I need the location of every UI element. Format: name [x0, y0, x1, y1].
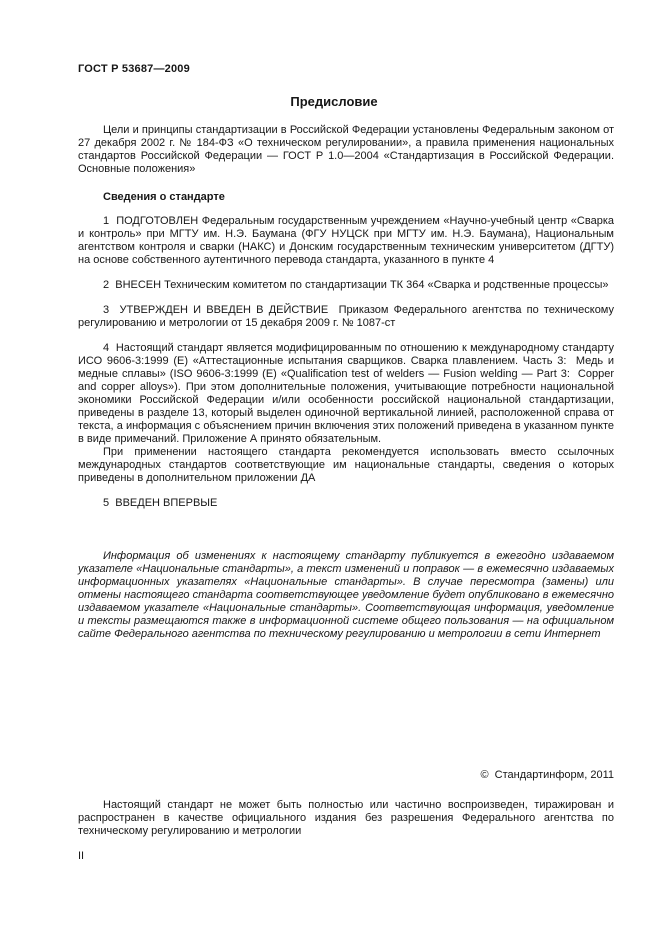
- section-heading: Сведения о стандарте: [103, 191, 225, 203]
- intro-paragraph: Цели и принципы стандартизации в Российской Федерации установлены Федеральным законом от 27 декабря 2002 г. № 184-ФЗ «О техническом регулировании», а правила применения национальных стандартов Российской Федерации — ГОСТ Р 1.0—2004 «Стандартизация в Российской Федерации. Основные положения»: [78, 124, 614, 175]
- copyright-line: © Стандартинформ, 2011: [480, 769, 614, 781]
- changes-info-note: Информация об изменениях к настоящему стандарту публикуется в ежегодно издаваемом указателе «Национальные стандарты», а текст изменений и поправок — в ежемесячно издаваемых информационных указателях «Национальные стандарты». В случае пересмотра (замены) или отмены настоящего стандарта соответствующее уведомление будет опубликовано в ежемесячно издаваемом указателе «Национальные стандарты». Соответствующая информация, уведомление и тексты размещаются также в информационной системе общего пользования — на официальном сайте Федерального агентства по техническому регулированию и метрологии в сети Интернет: [78, 550, 614, 640]
- page-number: II: [78, 850, 85, 862]
- standard-info-item-4: 4 Настоящий стандарт является модифицированным по отношению к международному стандарту ИСО 9606-3:1999 (Е) «Аттестационные испытания сварщиков. Сварка плавлением. Часть 3: Медь и медные сплавы» (ISO 9606-3:1999 (E) «Qualification test of welders — Fusion welding — Part 3: Copper and copper alloys»). При этом дополнительные положения, учитывающие потребности национальной экономики Российской Федерации и/или особенности российской национальной стандартизации, приведены в разделе 13, который выделен одиночной вертикальной линией, расположенной справа от текста, а информация с объяснением причин включения этих положений приведена в указанном пункте в виде примечаний. Приложение А принято обязательным.: [78, 342, 614, 445]
- standard-info-item-3: 3 УТВЕРЖДЕН И ВВЕДЕН В ДЕЙСТВИЕ Приказом Федерального агентства по техническому регулированию и метрологии от 15 декабря 2009 г. № 1087-ст: [78, 304, 614, 329]
- standard-info-item-4-continued: При применении настоящего стандарта рекомендуется использовать вместо ссылочных международных стандартов соответствующие им национальные стандарты, сведения о которых приведены в дополнительном приложении ДА: [78, 446, 614, 484]
- reproduction-note: Настоящий стандарт не может быть полностью или частично воспроизведен, тиражирован и распространен в качестве официального издания без разрешения Федерального агентства по техническому регулированию и метрологии: [78, 799, 614, 837]
- standard-info-item-2: 2 ВНЕСЕН Техническим комитетом по стандартизации ТК 364 «Сварка и родственные процессы»: [103, 279, 609, 291]
- doc-code: ГОСТ Р 53687—2009: [78, 63, 190, 75]
- standard-info-item-1: 1 ПОДГОТОВЛЕН Федеральным государственным учреждением «Научно-учебный центр «Сварка и контроль» при МГТУ им. Н.Э. Баумана (ФГУ НУЦСК при МГТУ им. Н.Э. Баумана), Национальным агентством контроля и сварки (НАКС) и Донским государственным техническим университетом (ДГТУ) на основе собственного аутентичного перевода стандарта, указанного в пункте 4: [78, 215, 614, 266]
- page-title: Предисловие: [290, 94, 378, 109]
- standard-info-item-5: 5 ВВЕДЕН ВПЕРВЫЕ: [103, 497, 218, 509]
